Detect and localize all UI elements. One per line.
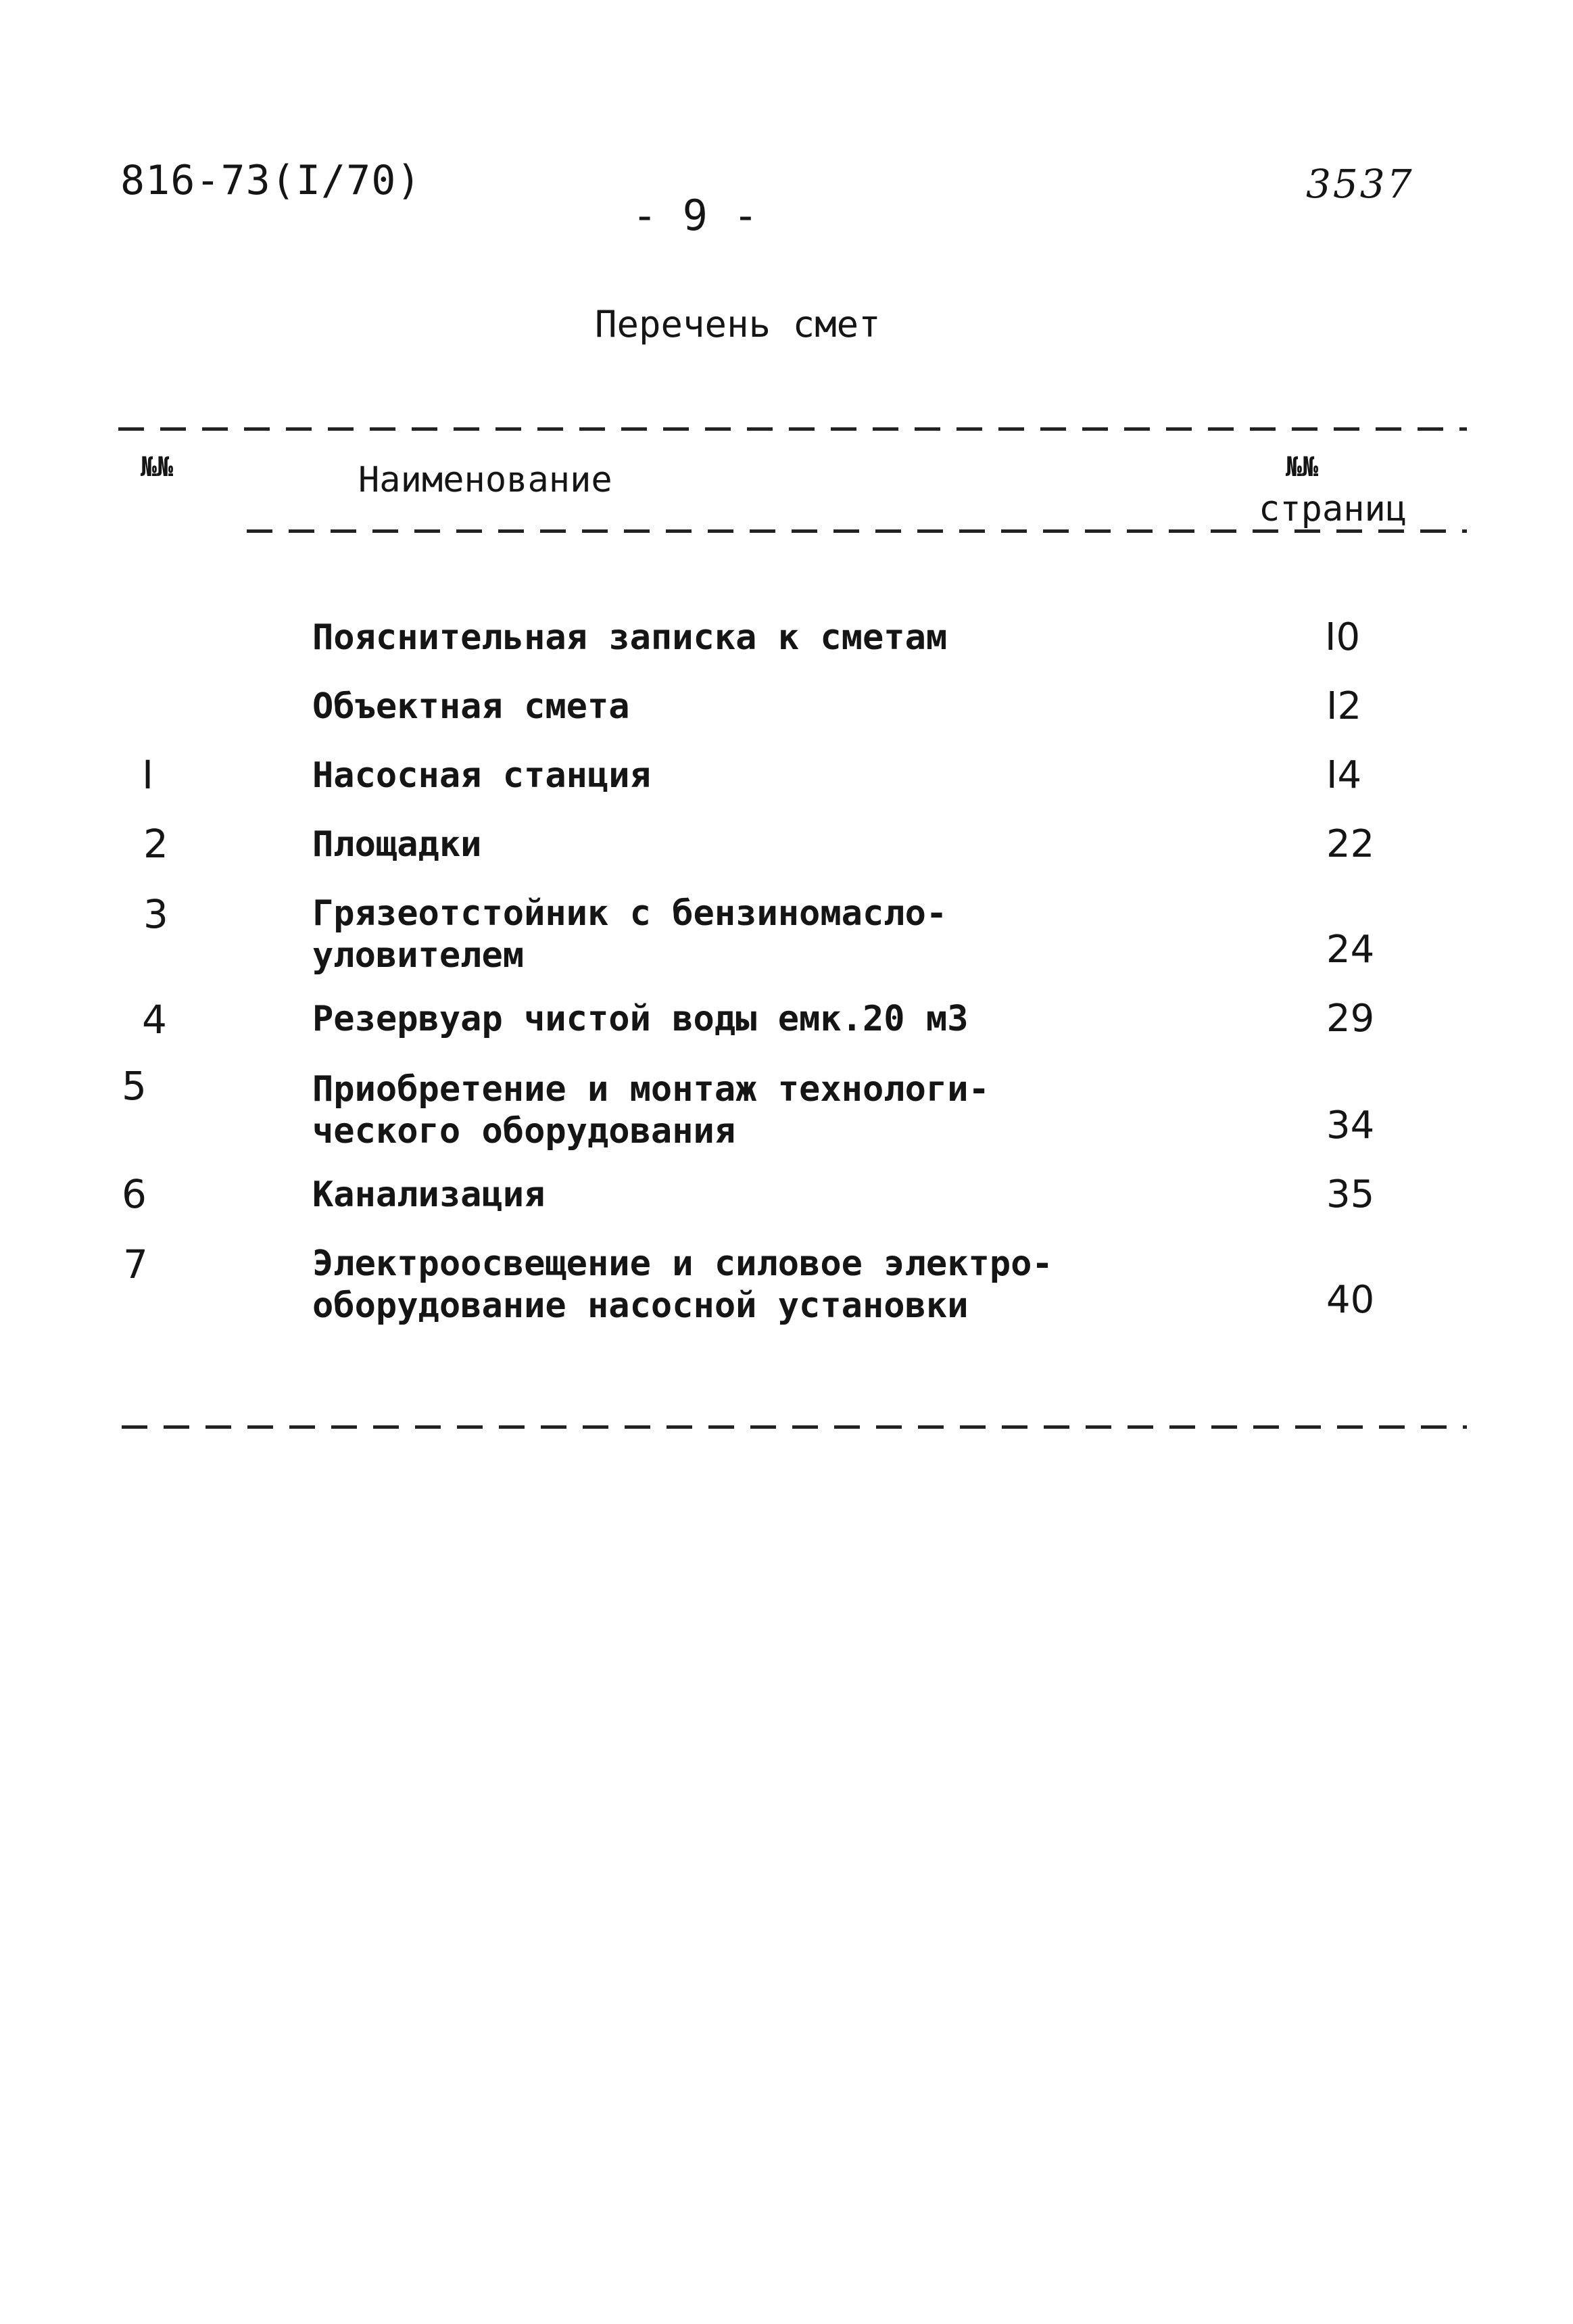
- document-code: 816-73(I/70): [120, 157, 422, 204]
- page-number: - 9 -: [632, 191, 758, 240]
- row-page: 22: [1326, 822, 1375, 866]
- row-page: I2: [1326, 684, 1362, 728]
- row-number: 4: [142, 997, 167, 1043]
- column-header-number: №№: [141, 452, 174, 483]
- row-page: 24: [1326, 928, 1375, 972]
- row-number: 5: [122, 1063, 147, 1109]
- row-name: Приобретение и монтаж технологи- ческого оборудования: [312, 1069, 990, 1152]
- column-header-name: Наименование: [358, 460, 612, 500]
- column-header-pages-label: страниц: [1259, 489, 1407, 529]
- column-header-pages-symbol: №№: [1286, 452, 1319, 483]
- row-name: Площадки: [312, 824, 482, 865]
- row-page: 35: [1326, 1172, 1375, 1216]
- row-name: Насосная станция: [312, 755, 651, 796]
- table-top-rule: [118, 427, 1467, 431]
- row-name: Резервуар чистой воды емк.20 м3: [312, 999, 969, 1039]
- table-bottom-rule: [122, 1425, 1467, 1429]
- row-name: Объектная смета: [312, 686, 630, 727]
- archive-number: 3537: [1306, 161, 1414, 207]
- row-number: I: [142, 752, 154, 798]
- row-number: 2: [143, 821, 168, 867]
- header-bottom-rule: [247, 529, 1467, 533]
- row-name: Канализация: [312, 1175, 546, 1215]
- row-page: 29: [1326, 997, 1375, 1041]
- column-header-pages: [1259, 446, 1407, 530]
- row-name: Пояснительная записка к сметам: [312, 617, 948, 658]
- row-page: 34: [1326, 1104, 1375, 1147]
- row-number: 7: [123, 1241, 148, 1287]
- row-name: Грязеотстойник с бензиномасло- уловителем: [312, 893, 948, 976]
- list-title: Перечень смет: [595, 303, 881, 346]
- row-page: 40: [1326, 1278, 1375, 1322]
- row-name: Электроосвещение и силовое электро- оборудование насосной установки: [312, 1243, 1053, 1326]
- row-page: I4: [1326, 753, 1362, 797]
- row-page: I0: [1325, 615, 1361, 659]
- row-number: 6: [122, 1171, 147, 1217]
- row-number: 3: [143, 891, 168, 937]
